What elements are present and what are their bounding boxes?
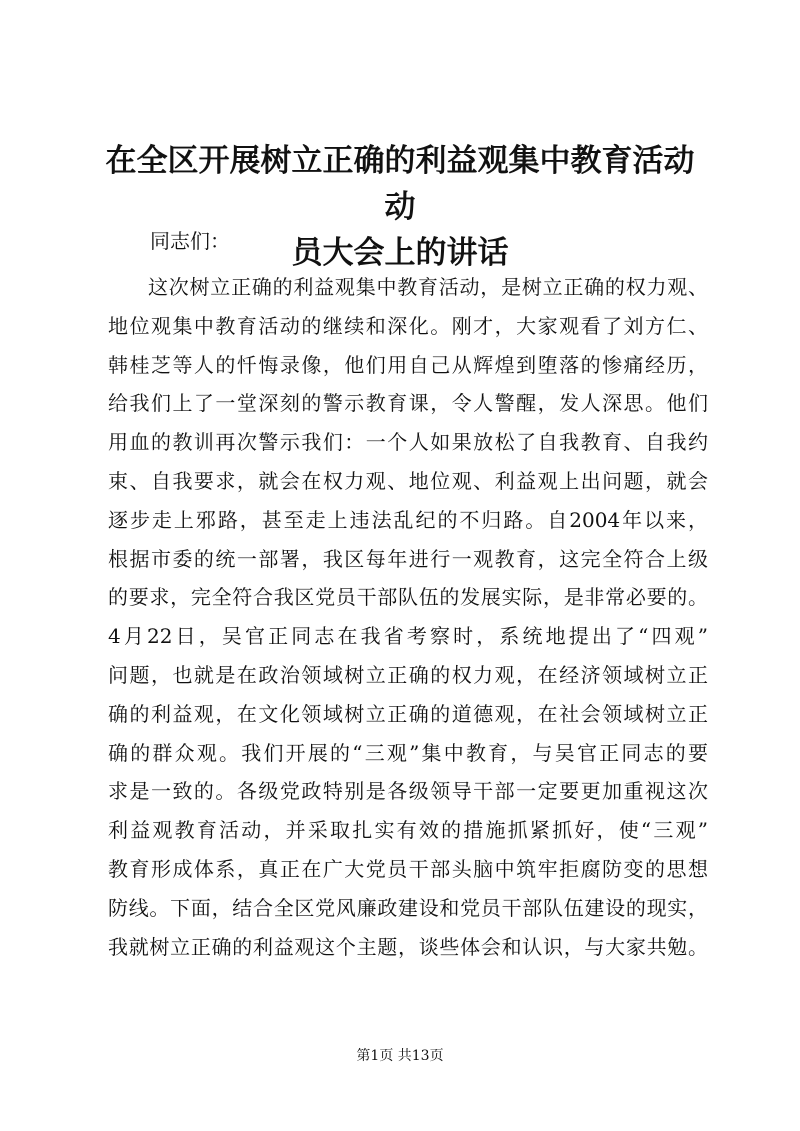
- page-footer: 第1页 共13页: [356, 1048, 444, 1064]
- paragraph-line: 束、自我要求，就会在权力观、地位观、利益观上出问题，就会: [108, 468, 708, 493]
- paragraph-line: 求是一致的。各级党政特别是各级领导干部一定要更加重视这次: [108, 779, 708, 804]
- paragraph-line: 4月22日，吴官正同志在我省考察时，系统地提出了“四观”: [108, 624, 708, 649]
- paragraph-line: 确的群众观。我们开展的“三观”集中教育，与吴官正同志的要: [108, 740, 708, 765]
- title-line-1: 在全区开展树立正确的利益观集中教育活动动: [105, 143, 695, 225]
- title-line-2: 员大会上的讲话: [291, 235, 509, 271]
- paragraph-line: 地位观集中教育活动的继续和深化。刚才，大家观看了刘方仁、: [108, 313, 708, 338]
- paragraph-line: 给我们上了一堂深刻的警示教育课，令人警醒，发人深思。他们: [108, 391, 708, 416]
- paragraph-line: 确的利益观，在文化领域树立正确的道德观，在社会领域树立正: [108, 701, 708, 726]
- paragraph-line: 问题，也就是在政治领域树立正确的权力观，在经济领域树立正: [108, 662, 708, 687]
- paragraph-line: 这次树立正确的利益观集中教育活动，是树立正确的权力观、: [148, 275, 708, 299]
- paragraph-line: 用血的教训再次警示我们：一个人如果放松了自我教育、自我约: [108, 430, 708, 455]
- greeting: 同志们：: [150, 229, 230, 253]
- paragraph-line: 防线。下面，结合全区党风廉政建设和党员干部队伍建设的现实，: [108, 895, 708, 920]
- paragraph-line: 利益观教育活动，并采取扎实有效的措施抓紧抓好，使“三观”: [108, 818, 708, 843]
- paragraph-line: 根据市委的统一部署，我区每年进行一观教育，这完全符合上级: [108, 546, 708, 571]
- body-paragraph: [108, 268, 708, 966]
- paragraph-line: 教育形成体系，真正在广大党员干部头脑中筑牢拒腐防变的思想: [108, 856, 708, 881]
- paragraph-line: 的要求，完全符合我区党员干部队伍的发展实际，是非常必要的。: [108, 585, 708, 610]
- paragraph-line: 韩桂芝等人的忏悔录像，他们用自己从辉煌到堕落的惨痛经历，: [108, 352, 708, 377]
- paragraph-line: 我就树立正确的利益观这个主题，谈些体会和认识，与大家共勉。: [108, 934, 708, 959]
- paragraph-line: 逐步走上邪路，甚至走上违法乱纪的不归路。自2004年以来，: [108, 507, 708, 532]
